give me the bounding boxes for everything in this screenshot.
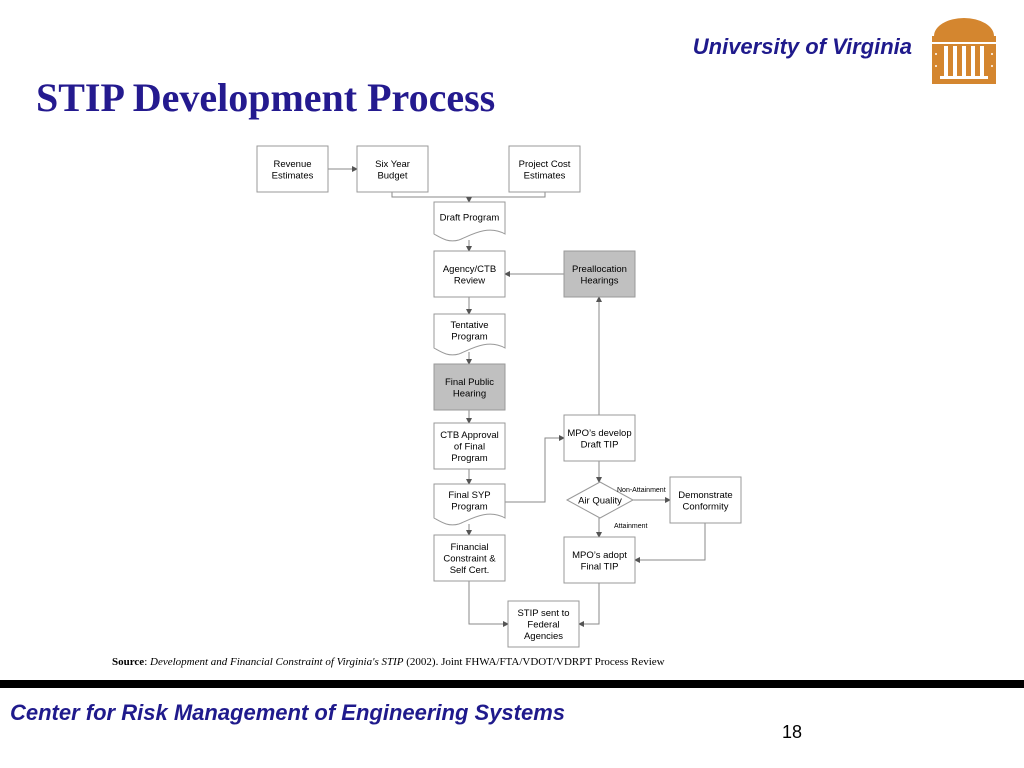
node-final-syp — [434, 484, 505, 525]
node-label-line: Final SYP — [448, 489, 491, 501]
flow-arrow — [392, 192, 545, 197]
node-draft-program — [434, 202, 505, 241]
node-label-line: Revenue — [273, 158, 312, 170]
node-label-line: Hearings — [580, 275, 619, 287]
node-label-line: Air Quality — [578, 495, 622, 507]
node-financial — [434, 535, 505, 581]
node-label-line: Program — [451, 331, 488, 343]
source-citation — [112, 656, 665, 668]
source-details: (2002). Joint FHWA/FTA/VDOT/VDRPT Process Review — [403, 656, 665, 668]
node-stip-sent — [508, 601, 579, 647]
node-label-line: Program — [451, 501, 488, 513]
page-title: STIP Development Process — [36, 75, 496, 120]
node-six-year — [357, 146, 428, 192]
source-label: Source — [112, 656, 145, 668]
node-label-line: Budget — [377, 170, 408, 182]
node-label-line: CTB Approval — [440, 430, 499, 441]
node-label-line: Hearing — [452, 388, 487, 400]
node-label-line: Agency/CTB — [442, 263, 497, 275]
node-label-line: Self Cert. — [449, 565, 490, 576]
page-number: 18 — [782, 722, 803, 742]
node-label-line: STIP sent to — [517, 608, 570, 619]
node-label-line: Conformity — [682, 501, 729, 513]
footer-divider — [0, 680, 1024, 688]
node-label-line: MPO’s adopt — [572, 549, 627, 561]
node-agency-ctb — [434, 251, 505, 297]
node-label-line: Draft Program — [439, 212, 500, 224]
node-mpo-adopt — [564, 537, 635, 583]
node-tentative — [434, 314, 505, 355]
node-demonstrate — [670, 477, 741, 523]
node-final-public — [434, 364, 505, 410]
node-label-line: Agencies — [523, 631, 564, 642]
source-title: Development and Financial Constraint of Virginia's STIP — [150, 656, 404, 668]
flow-arrow — [469, 581, 508, 624]
node-label-line: Estimates — [271, 170, 314, 182]
footer-center-name: Center for Risk Management of Engineering Systems — [10, 700, 566, 725]
node-label-line: Draft TIP — [580, 439, 619, 451]
node-label-line: Preallocation — [572, 263, 627, 275]
node-label-line: Project Cost — [518, 158, 571, 170]
source-colon: : — [144, 656, 150, 668]
node-label-line: of Final — [453, 441, 486, 453]
node-label-line: Financial — [450, 542, 489, 553]
edge-label: Non-Attainment — [617, 487, 666, 494]
node-ctb-approval — [434, 423, 505, 469]
node-label-line: MPO’s develop — [567, 427, 632, 439]
node-label-line: Final TIP — [580, 561, 619, 573]
node-label-line: Demonstrate — [678, 489, 733, 501]
node-label-line: Review — [453, 275, 486, 287]
node-label-line: Six Year — [375, 158, 410, 170]
flow-arrow — [505, 438, 564, 502]
node-label-line: Final Public — [444, 376, 495, 388]
node-project-cost — [509, 146, 580, 192]
node-label-line: Tentative — [450, 319, 489, 331]
node-revenue — [257, 146, 328, 192]
node-prealloc — [564, 251, 635, 297]
node-mpo-develop — [564, 415, 635, 461]
node-label-line: Federal — [527, 619, 560, 631]
flow-arrow — [579, 583, 599, 624]
node-label-line: Estimates — [523, 170, 566, 182]
edge-label: Attainment — [614, 523, 648, 530]
node-label-line: Constraint & — [443, 553, 496, 565]
node-label-line: Program — [451, 453, 488, 464]
university-name: University of Virginia — [692, 34, 912, 59]
